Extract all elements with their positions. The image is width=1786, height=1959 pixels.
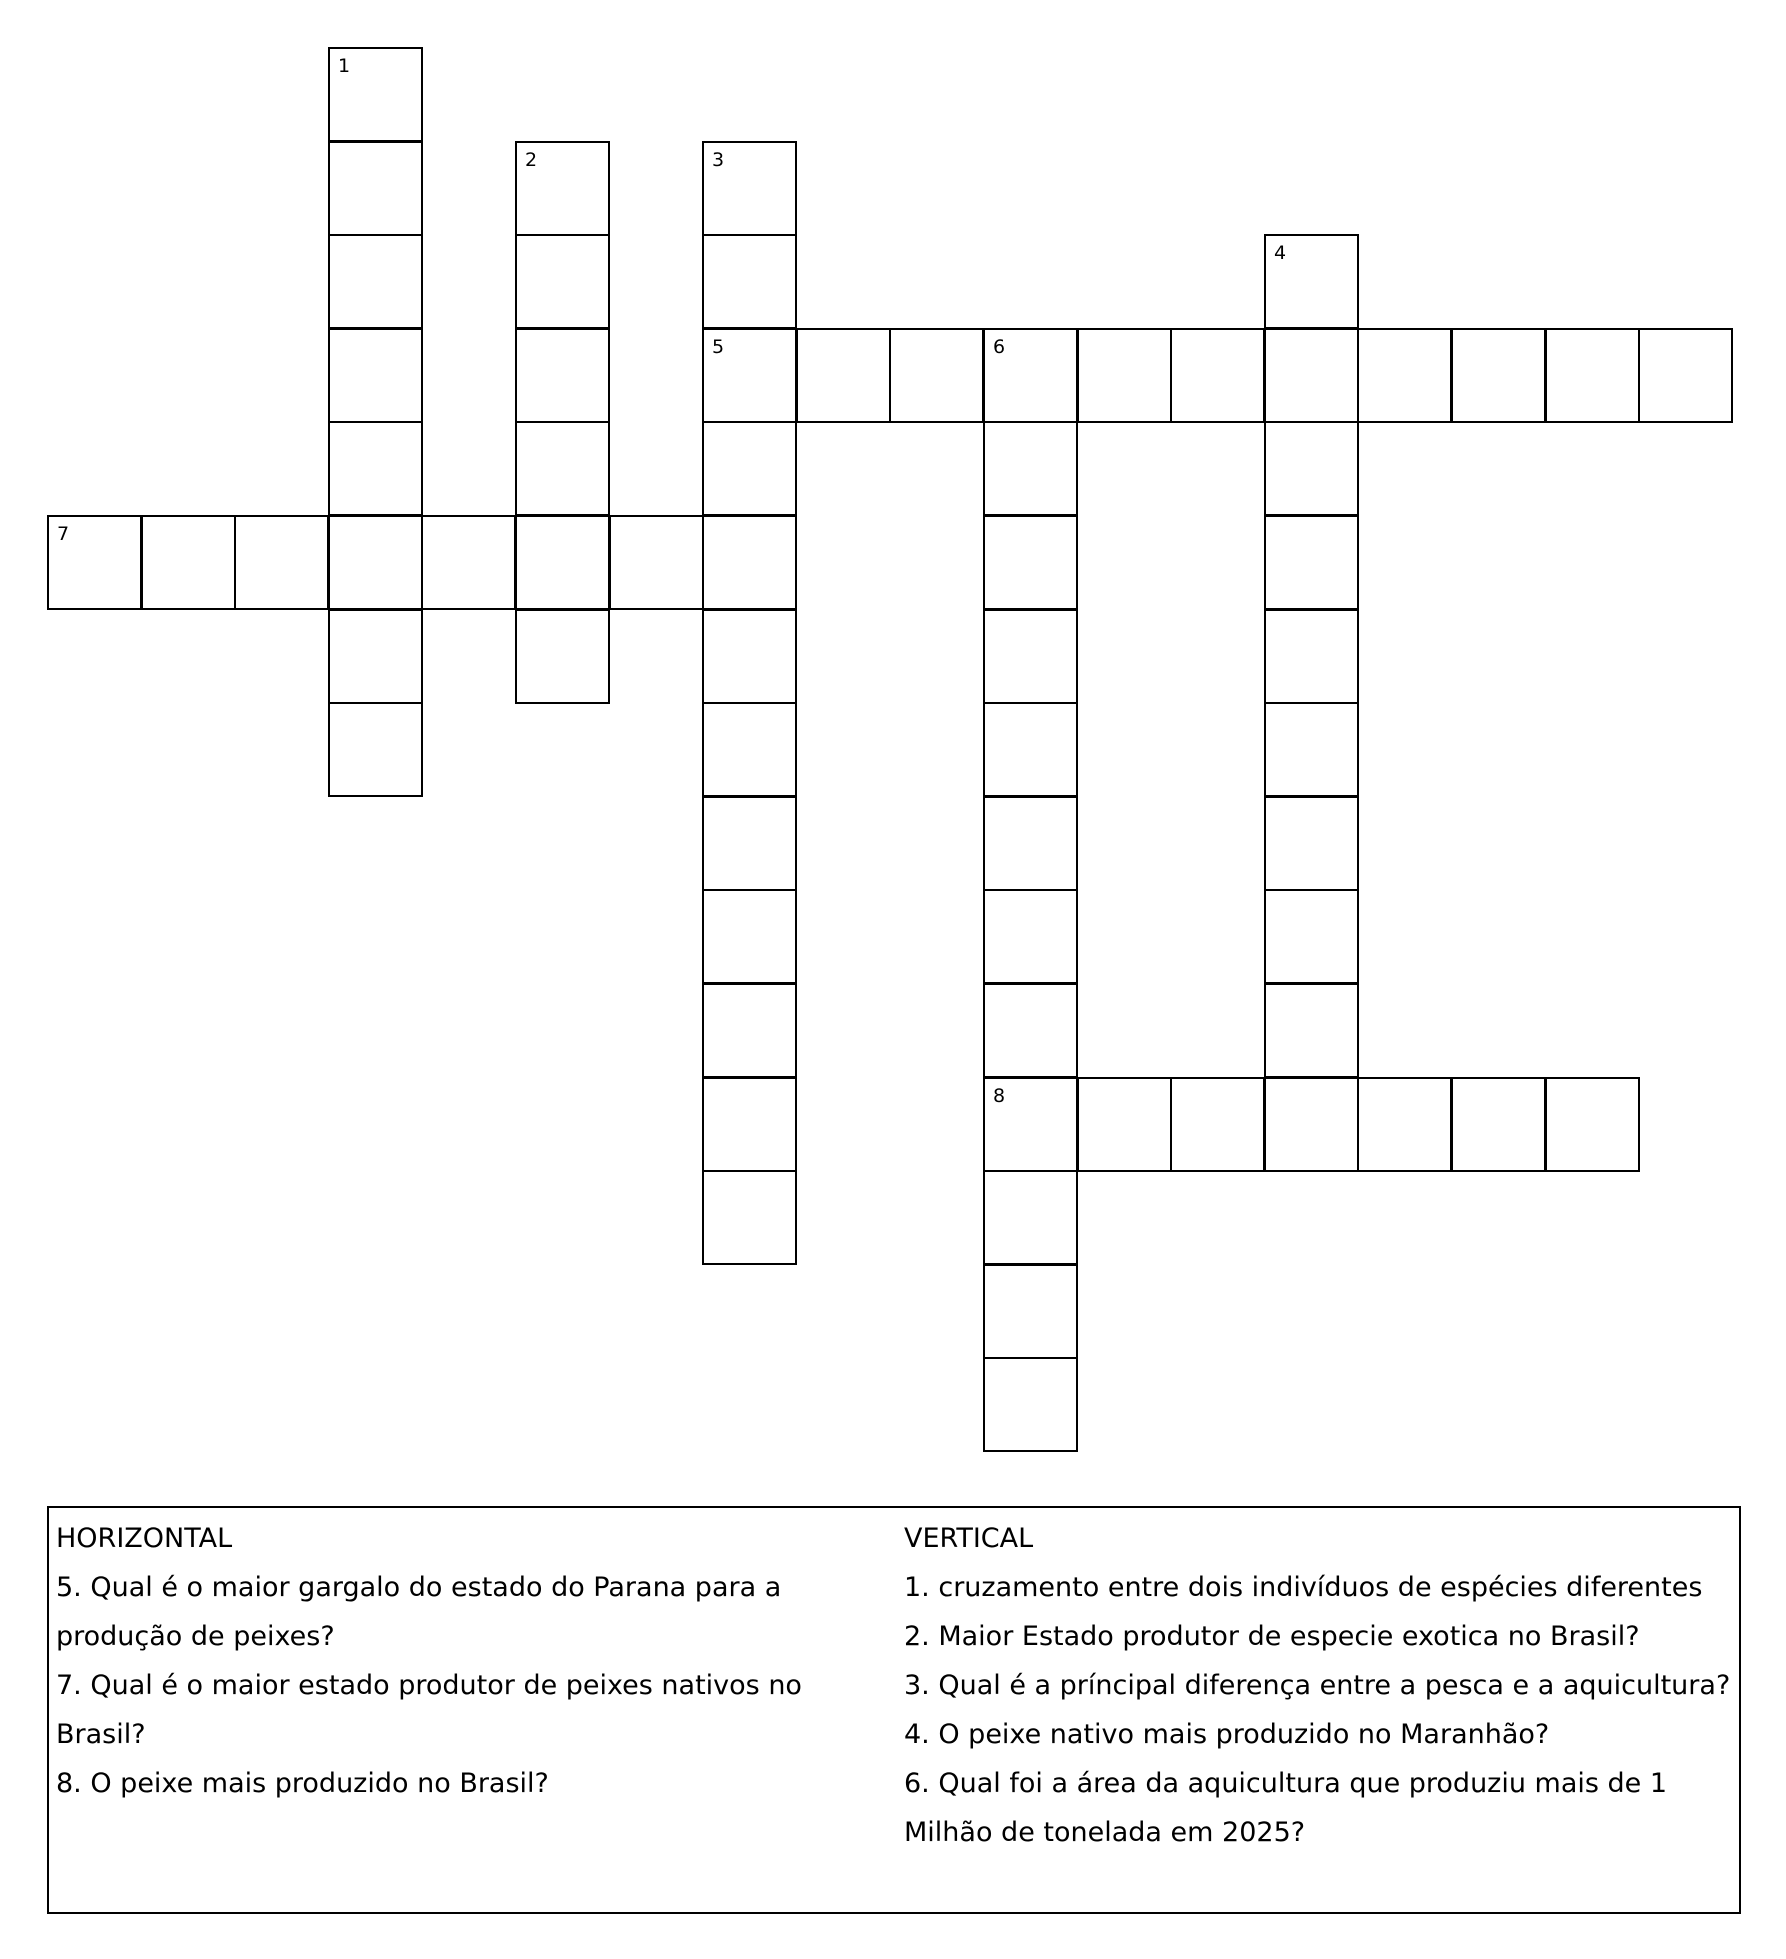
crossword-cell[interactable] (796, 328, 891, 423)
crossword-cell[interactable] (983, 983, 1078, 1078)
crossword-cell[interactable] (141, 515, 236, 610)
crossword-cell[interactable] (702, 1077, 797, 1172)
crossword-cell[interactable] (702, 609, 797, 704)
vertical-clue-line: 1. cruzamento entre dois indivíduos de espécies diferentes (904, 1572, 1703, 1603)
crossword-cell[interactable] (1264, 983, 1359, 1078)
crossword-cell[interactable] (983, 1170, 1078, 1265)
crossword-cell[interactable] (983, 702, 1078, 797)
crossword-cell[interactable] (889, 328, 984, 423)
crossword-cell[interactable] (328, 328, 423, 423)
crossword-cell[interactable] (1264, 234, 1359, 329)
crossword-cell[interactable] (328, 515, 423, 610)
horizontal-clue-line: produção de peixes? (56, 1621, 335, 1652)
crossword-cell[interactable] (983, 1357, 1078, 1452)
vertical-clue-line: 4. O peixe nativo mais produzido no Maranhão? (904, 1719, 1550, 1750)
crossword-cell[interactable] (47, 515, 142, 610)
crossword-cell[interactable] (1357, 1077, 1452, 1172)
crossword-cell[interactable] (1077, 328, 1172, 423)
crossword-cell[interactable] (1638, 328, 1733, 423)
crossword-cell[interactable] (702, 983, 797, 1078)
crossword-cell[interactable] (1545, 1077, 1640, 1172)
clue-number: 3 (712, 149, 725, 171)
crossword-cell[interactable] (421, 515, 516, 610)
horizontal-heading: HORIZONTAL (56, 1523, 233, 1554)
vertical-clues (904, 1514, 1734, 1857)
clue-number: 2 (525, 149, 538, 171)
crossword-cell[interactable] (1357, 328, 1452, 423)
vertical-clue-line: 2. Maior Estado produtor de especie exotica no Brasil? (904, 1621, 1640, 1652)
clue-number: 1 (338, 55, 351, 77)
crossword-cell[interactable] (702, 889, 797, 984)
crossword-cell[interactable] (1264, 421, 1359, 516)
clues-box (47, 1506, 1741, 1914)
horizontal-clue-line: 5. Qual é o maior gargalo do estado do Parana para a (56, 1572, 782, 1603)
crossword-cell[interactable] (983, 889, 1078, 984)
crossword-cell[interactable] (1264, 328, 1359, 423)
crossword-cell[interactable] (983, 328, 1078, 423)
crossword-cell[interactable] (328, 234, 423, 329)
crossword-cell[interactable] (702, 141, 797, 236)
crossword-cell[interactable] (702, 421, 797, 516)
crossword-cell[interactable] (983, 515, 1078, 610)
crossword-cell[interactable] (328, 141, 423, 236)
crossword-cell[interactable] (234, 515, 329, 610)
clue-number: 7 (57, 523, 70, 545)
horizontal-clue-line: Brasil? (56, 1719, 146, 1750)
crossword-cell[interactable] (328, 609, 423, 704)
crossword-cell[interactable] (515, 515, 610, 610)
crossword-cell[interactable] (702, 234, 797, 329)
crossword-cell[interactable] (1170, 1077, 1265, 1172)
crossword-cell[interactable] (1451, 328, 1546, 423)
crossword-cell[interactable] (983, 1264, 1078, 1359)
crossword-cell[interactable] (328, 702, 423, 797)
crossword-cell[interactable] (1264, 796, 1359, 891)
vertical-heading: VERTICAL (904, 1523, 1034, 1554)
crossword-cell[interactable] (609, 515, 704, 610)
clue-number: 4 (1274, 242, 1287, 264)
crossword-cell[interactable] (1264, 889, 1359, 984)
crossword-cell[interactable] (515, 328, 610, 423)
crossword-cell[interactable] (1170, 328, 1265, 423)
clue-number: 6 (993, 336, 1006, 358)
crossword-cell[interactable] (702, 328, 797, 423)
crossword-cell[interactable] (1545, 328, 1640, 423)
crossword-cell[interactable] (983, 796, 1078, 891)
horizontal-clue-line: 7. Qual é o maior estado produtor de peixes nativos no (56, 1670, 802, 1701)
crossword-cell[interactable] (702, 702, 797, 797)
crossword-cell[interactable] (702, 515, 797, 610)
clue-number: 5 (712, 336, 725, 358)
crossword-cell[interactable] (702, 1170, 797, 1265)
crossword-cell[interactable] (983, 421, 1078, 516)
crossword-cell[interactable] (1264, 609, 1359, 704)
crossword-cell[interactable] (983, 1077, 1078, 1172)
crossword-cell[interactable] (328, 47, 423, 142)
vertical-clue-line: 3. Qual é a príncipal diferença entre a pesca e a aquicultura? (904, 1670, 1731, 1701)
vertical-clue-line: Milhão de tonelada em 2025? (904, 1817, 1306, 1848)
crossword-cell[interactable] (515, 609, 610, 704)
crossword-cell[interactable] (515, 421, 610, 516)
crossword-cell[interactable] (1077, 1077, 1172, 1172)
crossword-cell[interactable] (1264, 515, 1359, 610)
crossword-cell[interactable] (515, 141, 610, 236)
crossword-cell[interactable] (328, 421, 423, 516)
crossword-cell[interactable] (1264, 1077, 1359, 1172)
crossword-cell[interactable] (1264, 702, 1359, 797)
crossword-cell[interactable] (702, 796, 797, 891)
crossword-cell[interactable] (515, 234, 610, 329)
horizontal-clues (56, 1514, 856, 1808)
crossword-cell[interactable] (983, 609, 1078, 704)
vertical-clue-line: 6. Qual foi a área da aquicultura que produziu mais de 1 (904, 1768, 1668, 1799)
clue-number: 8 (993, 1085, 1006, 1107)
crossword-cell[interactable] (1451, 1077, 1546, 1172)
horizontal-clue-line: 8. O peixe mais produzido no Brasil? (56, 1768, 549, 1799)
